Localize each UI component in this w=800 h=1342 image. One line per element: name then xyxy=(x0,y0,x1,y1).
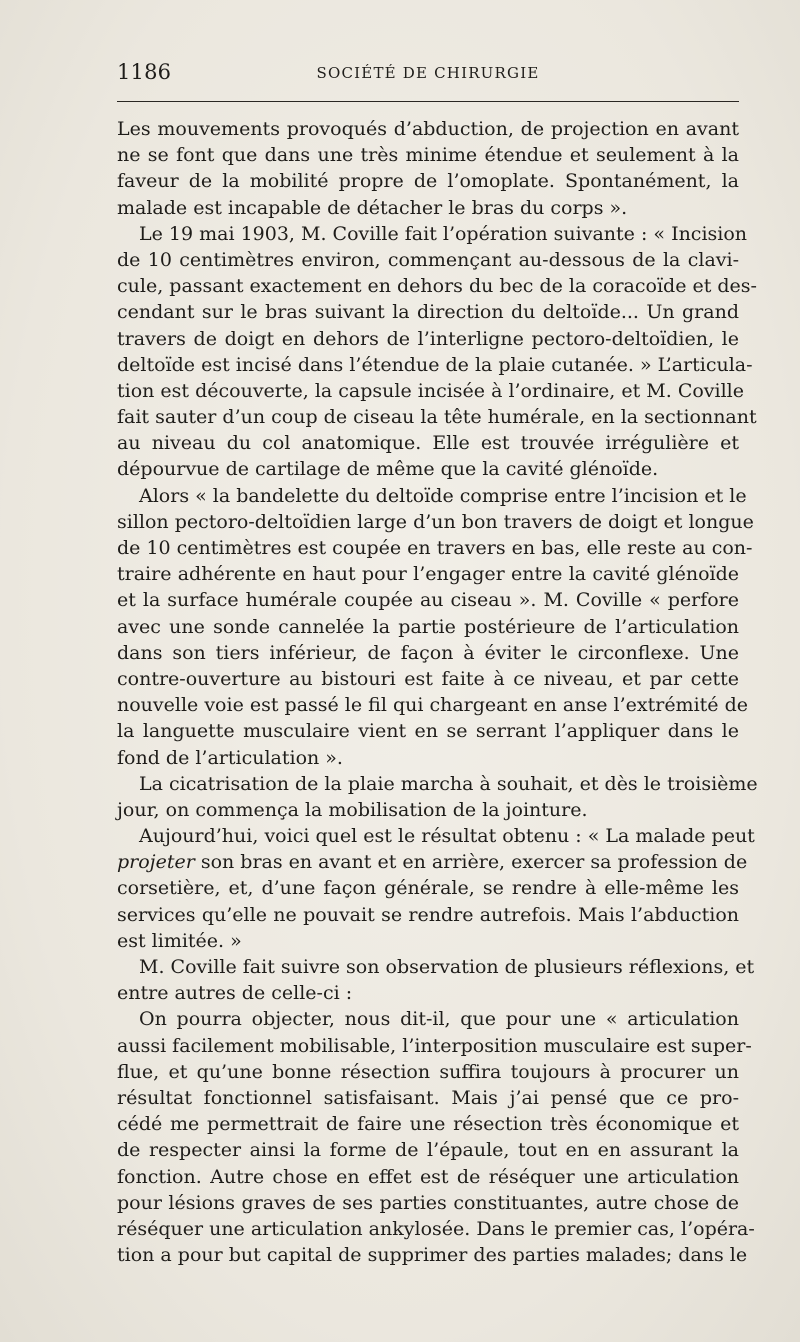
text-line: aussi facilement mobilisable, l’interposition musculaire est super- xyxy=(117,1034,752,1057)
text-line: cule, passant exactement en dehors du bec de la coracoïde et des- xyxy=(117,275,757,298)
text-line: Alors « la bandelette du deltoïde comprise entre l’incision et le xyxy=(139,484,747,507)
text-line: tion est découverte, la capsule incisée à l’ordinaire, et M. Coville xyxy=(117,379,744,402)
text-line: avec une sonde cannelée la partie postérieure de l’articulation xyxy=(117,615,739,638)
text-line-with-italic xyxy=(117,849,748,875)
text-line: ne se font que dans une très minime étendue et seulement à la xyxy=(117,144,739,167)
text-line: entre autres de celle-ci : xyxy=(117,982,353,1005)
text-line: de 10 centimètres environ, commençant au-dessous de la clavi- xyxy=(117,248,739,271)
text-line: dans son tiers inférieur, de façon à éviter le circonflexe. Une xyxy=(117,641,739,664)
text-line: cédé me permettrait de faire une résection très économique et xyxy=(117,1113,739,1136)
text-line: de 10 centimètres est coupée en travers en bas, elle reste au con- xyxy=(117,537,753,559)
page-number: 1186 xyxy=(117,60,172,84)
text-line: est limitée. » xyxy=(117,929,242,952)
text-line: nouvelle voie est passé le fil qui chargeant en anse l’extrémité de xyxy=(117,694,748,717)
text-line: travers de doigt en dehors de l’interligne pectoro-deltoïdien, le xyxy=(117,327,739,350)
text-line: deltoïde est incisé dans l’étendue de la plaie cutanée. » L’articula- xyxy=(117,353,753,376)
text-line: et la surface humérale coupée au ciseau ». M. Coville « perfore xyxy=(117,589,739,612)
text-line: jour, on commença la mobilisation de la jointure. xyxy=(117,798,588,821)
text-line: tion a pour but capital de supprimer des parties malades; dans le xyxy=(117,1244,748,1267)
text-line: sillon pectoro-deltoïdien large d’un bon travers de doigt et longue xyxy=(117,510,754,533)
text-line: traire adhérente en haut pour l’engager entre la cavité glénoïde xyxy=(117,563,739,586)
text-line: Le 19 mai 1903, M. Coville fait l’opération suivante : « Incision xyxy=(139,222,748,245)
text-line: contre-ouverture au bistouri est faite à ce niveau, et par cette xyxy=(117,667,739,690)
text-line: fait sauter d’un coup de ciseau la tête humérale, en la sectionnant xyxy=(117,406,757,429)
running-head: SOCIÉTÉ DE CHIRURGIE xyxy=(316,64,540,82)
text-line: résultat fonctionnel satisfaisant. Mais j’ai pensé que ce pro- xyxy=(117,1086,739,1109)
header-rule xyxy=(117,101,739,102)
text-line: flue, et qu’une bonne résection suffira toujours à procurer un xyxy=(117,1060,739,1083)
text-line: fond de l’articulation ». xyxy=(117,746,343,769)
text-line: corsetière, et, d’une façon générale, se rendre à elle-même les xyxy=(117,877,739,900)
text-line: réséquer une articulation ankylosée. Dans le premier cas, l’opéra- xyxy=(117,1217,755,1240)
text-line: faveur de la mobilité propre de l’omoplate. Spontanément, la xyxy=(117,170,739,193)
text-line: la languette musculaire vient en se serrant l’appliquer dans le xyxy=(117,720,739,743)
text-line: de respecter ainsi la forme de l’épaule, tout en en assurant la xyxy=(117,1139,739,1162)
text-line: Aujourd’hui, voici quel est le résultat obtenu : « La malade peut xyxy=(139,825,755,848)
text-line: fonction. Autre chose en effet est de réséquer une articulation xyxy=(117,1165,739,1188)
body-text xyxy=(117,116,758,1268)
text-line: M. Coville fait suivre son observation de plusieurs réflexions, et xyxy=(139,956,755,978)
text-fragment: son bras en avant et en arrière, exercer sa profession de xyxy=(200,851,748,874)
text-line: services qu’elle ne pouvait se rendre autrefois. Mais l’abduction xyxy=(117,903,739,926)
text-line: cendant sur le bras suivant la direction du deltoïde... Un grand xyxy=(117,301,739,324)
text-line: La cicatrisation de la plaie marcha à souhait, et dès le troisième xyxy=(139,772,758,795)
text-line: On pourra objecter, nous dit-il, que pour une « articulation xyxy=(139,1008,739,1031)
text-line: pour lésions graves de ses parties constituantes, autre chose de xyxy=(117,1191,739,1214)
page-header xyxy=(117,58,739,88)
text-line: Les mouvements provoqués d’abduction, de projection en avant xyxy=(117,118,739,140)
text-line: malade est incapable de détacher le bras du corps ». xyxy=(117,196,628,219)
italic-word: projeter xyxy=(117,851,195,874)
text-line: au niveau du col anatomique. Elle est trouvée irrégulière et xyxy=(117,432,739,455)
text-line: dépourvue de cartilage de même que la cavité glénoïde. xyxy=(117,458,659,481)
